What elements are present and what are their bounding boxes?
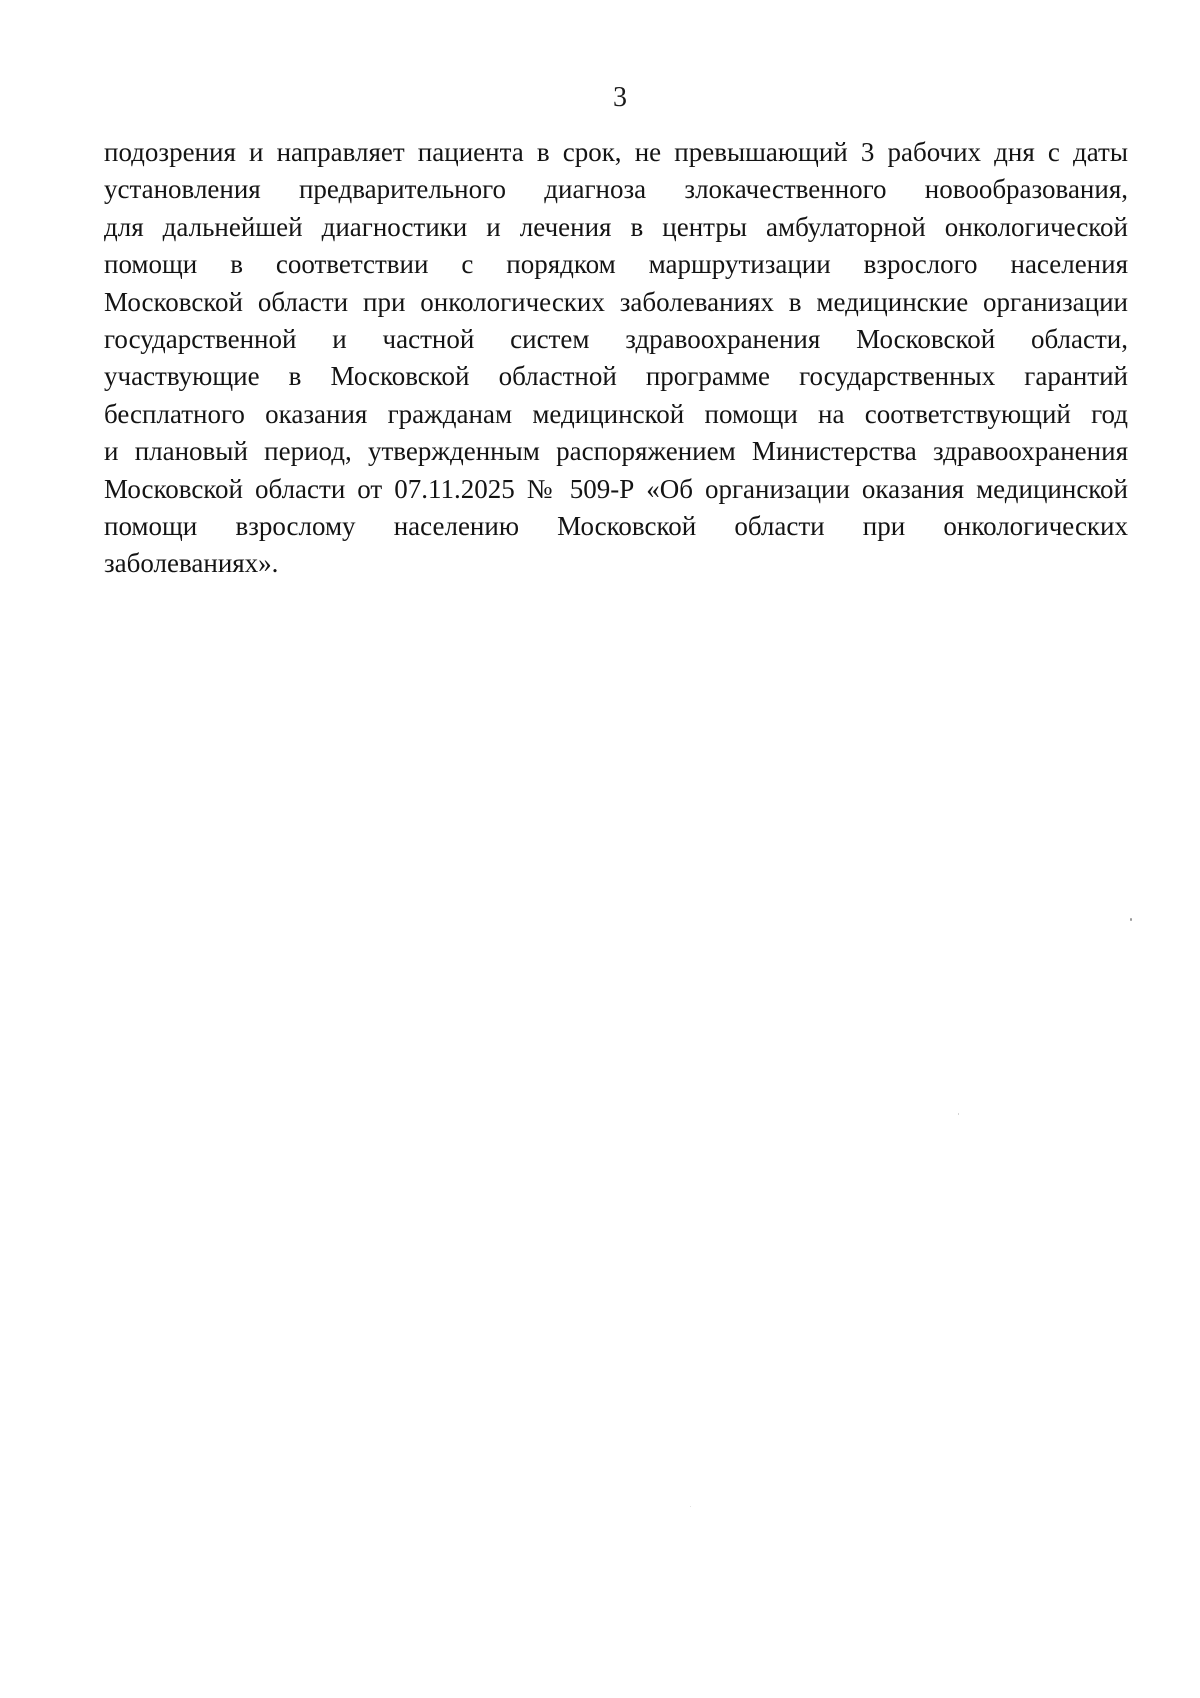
paragraph-line: для дальнейшей диагностики и лечения в центры амбулаторной онкологической <box>104 211 1128 242</box>
paragraph-line: Московской области при онкологических заболеваниях в медицинские организации <box>104 286 1128 317</box>
page-number: 3 <box>613 82 627 113</box>
paragraph-line: бесплатного оказания гражданам медицинской помощи на соответствующий год <box>104 398 1128 429</box>
paragraph-line: подозрения и направляет пациента в срок, не превышающий 3 рабочих дня с даты <box>104 137 1128 167</box>
paragraph-line: установления предварительного диагноза злокачественного новообразования, <box>104 174 1128 205</box>
scan-speck <box>690 1506 691 1507</box>
paragraph-line: государственной и частной систем здравоохранения Московской области, <box>104 323 1128 354</box>
paragraph-line: помощи взрослому населению Московской области при онкологических <box>104 510 1128 541</box>
body-paragraph <box>104 134 1128 583</box>
paragraph-line: участвующие в Московской областной программе государственных гарантий <box>104 361 1128 392</box>
paragraph-line: и плановый период, утвержденным распоряжением Министерства здравоохранения <box>104 436 1128 467</box>
scan-speck <box>958 1113 959 1115</box>
paragraph-line: заболеваниях». <box>104 548 279 579</box>
scan-speck <box>1130 918 1132 921</box>
paragraph-line: помощи в соответствии с порядком маршрутизации взрослого населения <box>104 249 1128 280</box>
paragraph-line: Московской области от 07.11.2025 № 509-Р «Об организации оказания медицинской <box>104 473 1128 504</box>
